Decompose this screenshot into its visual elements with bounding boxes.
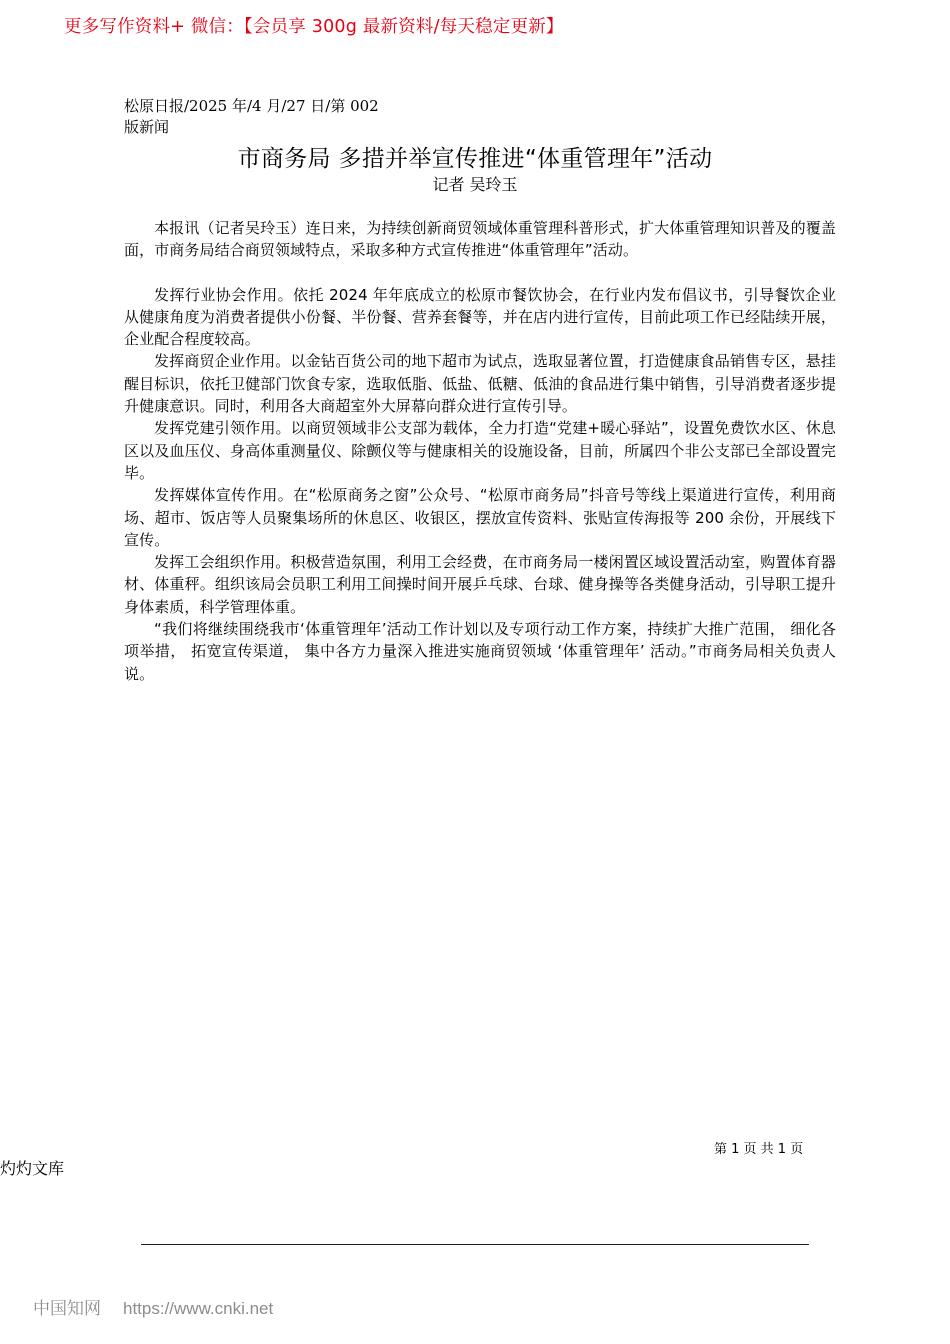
source-url-link[interactable]: https://www.cnki.net <box>123 1299 274 1318</box>
paragraph-closing-quote: “我们将继续围绕我市‘体重管理年’活动工作计划以及专项行动工作方案，持续扩大推广范围， 细化各项举措， 拓宽宣传渠道， 集中各方力量深入推进实施商贸领域 ‘体重管理年’ 活动。”市商务局相关负责人说。 <box>124 620 836 683</box>
promo-banner: 更多写作资料+ 微信：【会员享 300g 最新资料/每天稳定更新】 <box>64 17 564 37</box>
source-footer <box>33 1294 273 1319</box>
page-indicator: 第 1 页 共 1 页 <box>714 1142 804 1157</box>
paragraph-media-promotion: 发挥媒体宣传作用。在“松原商务之窗”公众号、“松原市商务局”抖音号等线上渠道进行宣传，利用商场、超市、饭店等人员聚集场所的休息区、收银区，摆放宣传资料、张贴宣传海报等 200 余份，开展线下宣传。 <box>124 486 836 549</box>
library-name: 灼灼文库 <box>0 1159 65 1178</box>
paragraph-industry-association: 发挥行业协会作用。依托 2024 年年底成立的松原市餐饮协会，在行业内发布倡议书，引导餐饮企业从健康角度为消费者提供小份餐、半份餐、营养套餐等，并在店内进行宣传，目前此项工作已经陆续开展，企业配合程度较高。 <box>124 285 836 349</box>
article-byline: 记者 吴玲玉 <box>432 175 518 194</box>
paragraph-trade-union: 发挥工会组织作用。积极营造氛围，利用工会经费，在市商务局一楼闲置区域设置活动室，购置体育器材、体重秤。组织该局会员职工利用工间操时间开展乒乓球、台球、健身操等各类健身活动，引导职工提升身体素质，科学管理体重。 <box>124 553 836 616</box>
article-title: 市商务局 多措并举宣传推进“体重管理年”活动 <box>237 146 713 172</box>
footer-divider <box>141 1244 809 1245</box>
paragraph-lead: 本报讯（记者吴玲玉）连日来，为持续创新商贸领域体重管理科普形式，扩大体重管理知识普及的覆盖面，市商务局结合商贸领域特点，采取多种方式宣传推进“体重管理年”活动。 <box>124 219 836 260</box>
source-site-name: 中国知网 <box>33 1299 101 1318</box>
article-body <box>124 217 836 685</box>
source-line: 松原日报/2025 年/4 月/27 日/第 002 版新闻 <box>124 97 379 136</box>
paragraph-commercial-enterprises: 发挥商贸企业作用。以金钻百货公司的地下超市为试点，选取显著位置，打造健康食品销售专区，悬挂醒目标识，依托卫健部门饮食专家，选取低脂、低盐、低糖、低油的食品进行集中销售，引导消费者逐步提升健康意识。同时，利用各大商超室外大屏幕向群众进行宣传引导。 <box>124 352 836 416</box>
paragraph-party-building: 发挥党建引领作用。以商贸领域非公支部为载体，全力打造“党建+暖心驿站”，设置免费饮水区、休息区以及血压仪、身高体重测量仪、除颤仪等与健康相关的设施设备，目前，所属四个非公支部已全部设置完毕。 <box>124 419 836 482</box>
